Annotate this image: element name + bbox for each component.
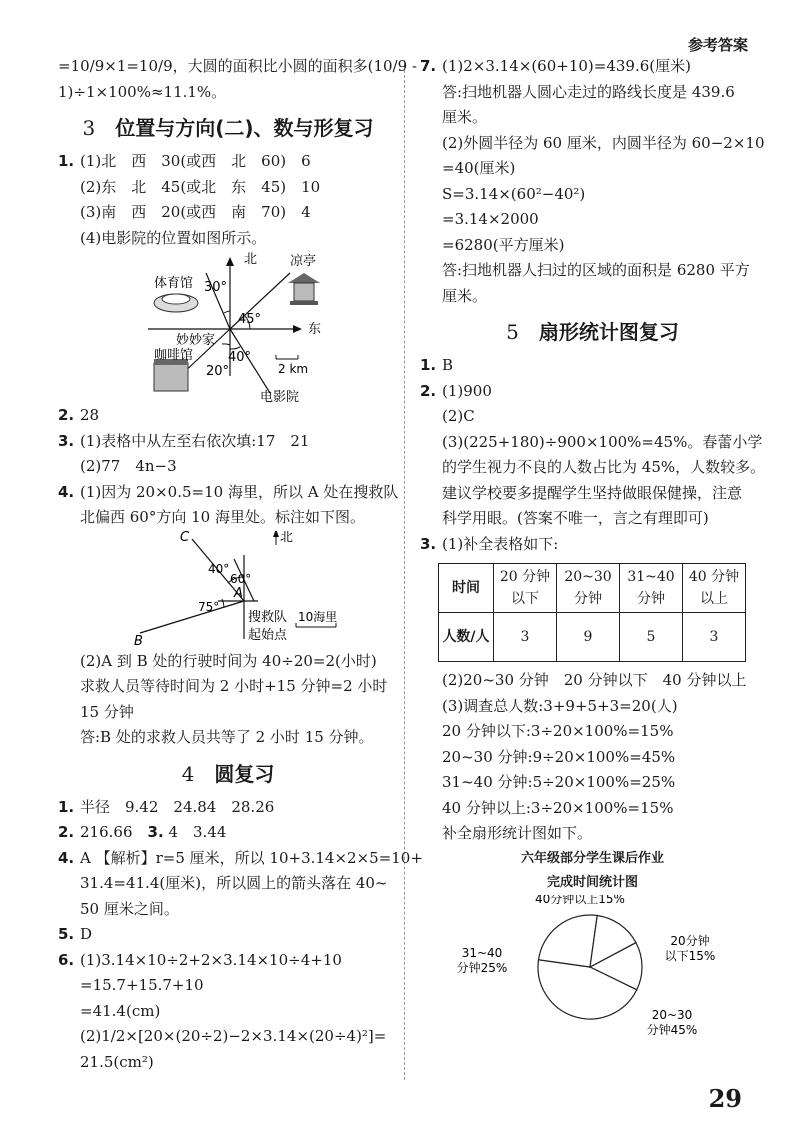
angle-40: 40° <box>208 561 230 576</box>
section-5-title: 5 扇形统计图复习 <box>506 320 679 344</box>
page-number: 29 <box>708 1084 742 1113</box>
scale-label: 2 km <box>278 362 309 376</box>
page-header: 参考答案 <box>687 36 748 54</box>
table-header-row <box>439 564 746 613</box>
table-cell: 5 <box>620 613 683 662</box>
scale-label: 10海里 <box>298 609 338 624</box>
north-label: 北 <box>280 530 294 545</box>
chart-subtitle: 完成时间统计图 <box>546 874 638 890</box>
time-table <box>438 563 746 662</box>
point-b: B <box>134 633 143 649</box>
left-column <box>58 54 423 1075</box>
pie-label: 40分钟以上15% <box>535 894 625 906</box>
point-c: C <box>180 530 190 545</box>
table-row <box>439 613 746 662</box>
question-3-answers: (2)20~30 分钟 20 分钟以下 40 分钟以上 (3)调查总人数:3+9+5+3=20(人) 20 分钟以下:3÷20×100%=15% 20~30 分钟:9÷20×100%=45% 31~40 分钟:5÷20×100%=25% 40 分钟以上:3÷20×100%=15% 补全扇形统计图如下。 <box>442 671 747 842</box>
gym-label: 体育馆 <box>154 276 194 291</box>
start-label: 起始点 <box>248 627 288 643</box>
point-a: A <box>234 585 243 601</box>
pie-label: 以下15% <box>664 948 716 963</box>
question-3: 3. (1)表格中从左至右依次填:17 21 (2)77 4n−3 <box>58 431 310 475</box>
direction-map <box>58 251 398 403</box>
table-row-label: 人数/人 <box>439 613 494 662</box>
east-label: 东 <box>308 322 322 337</box>
angle-75: 75° <box>198 599 220 614</box>
question-4: 4. (1)因为 20×0.5=10 海里，所以 A 处在搜救队 北偏西 60°方向 10 海里处。标注如下图。 <box>58 482 399 526</box>
section-3-title: 3 位置与方向(二)、数与形复习 <box>82 116 374 140</box>
pie-label: 20~30 <box>651 1007 693 1022</box>
right-column <box>420 54 765 1043</box>
cinema-label: 电影院 <box>260 390 300 403</box>
cafe-label: 咖啡馆 <box>154 348 194 363</box>
question-number: 1. <box>58 152 75 170</box>
table-cell: 9 <box>557 613 620 662</box>
intro-line: =10/9×1=10/9，大圆的面积比小圆的面积多(10/9 - <box>58 57 417 75</box>
table-header: 20 分钟以下 <box>494 564 557 613</box>
angle-45: 45° <box>238 312 262 327</box>
question-2: 2. 28 <box>58 406 100 424</box>
pie-questions: 1. B 2. (1)900 (2)C (3)(225+180)÷900×100%=45%。春蕾小学 的学生视力不良的人数占比为 45%，人数较多。 建议学校要多提醒学生坚持做眼保健操，注意 科学用眼。(答案不唯一，言之有理即可) 3. (1)补全表格如下: <box>420 356 766 553</box>
section-4-title: 4 圆复习 <box>181 761 275 786</box>
circle-q1: 1. 半径 9.42 24.84 28.26 2. 216.66 3. 4 3.44 4. A 【解析】r=5 厘米，所以 10+3.14×2×5=10+ 31.4=41.4(厘米)，所以圆上的箭头落在 40~ 50 厘米之间。 5. D 6. (1)3.14×10÷2+2×3.14×10÷4+10 =15.7+15.7+10 =41.4(cm) (2)1/2×[20×(20÷2)−2×3.14×(20÷4)²]= 21.5(cm²) <box>58 797 423 1071</box>
direction-map-figure <box>58 251 398 403</box>
table-header: 40 分钟以上 <box>683 564 746 613</box>
angle-20: 20° <box>206 364 230 379</box>
pavilion-label: 凉亭 <box>290 254 317 269</box>
intro-line: 1)÷1×100%≈11.1%。 <box>58 82 227 101</box>
angle-60: 60° <box>230 571 252 586</box>
table-cell: 3 <box>494 613 557 662</box>
angle-30: 30° <box>204 280 228 295</box>
home-label: 妙妙家 <box>176 333 216 348</box>
pie-label: 分钟45% <box>646 1022 698 1035</box>
team-label: 搜救队 <box>248 609 288 625</box>
column-divider <box>404 60 405 1080</box>
table-header: 20~30分钟 <box>557 564 620 613</box>
table-header: 31~40分钟 <box>620 564 683 613</box>
rescue-map <box>58 531 398 649</box>
chart-title: 六年级部分学生课后作业 <box>520 850 664 866</box>
pie-chart <box>420 895 760 1035</box>
pie-label: 31~40 <box>461 945 503 960</box>
table-cell: 3 <box>683 613 746 662</box>
question-4-part-2: (2)A 到 B 处的行驶时间为 40÷20=2(小时) 求救人员等待时间为 2 小时+15 分钟=2 小时 15 分钟 答:B 处的求救人员共等了 2 小时 15 分钟。 <box>80 651 388 746</box>
question-1: 1. (1)北 西 30(或西 北 60) 6 (2)东 北 45(或北 东 45) 10 (3)南 西 20(或西 南 70) 4 (4)电影院的位置如图所示。 <box>58 149 398 251</box>
angle-40: 40° <box>228 350 252 365</box>
pie-label: 20分钟 <box>670 933 710 948</box>
north-label: 北 <box>244 252 258 267</box>
table-header: 时间 <box>439 564 494 613</box>
pie-label: 分钟25% <box>456 960 508 975</box>
rescue-map-figure <box>58 531 398 649</box>
question-7: 7. (1)2×3.14×(60+10)=439.6(厘米) 答:扫地机器人圆心走过的路线长度是 439.6 厘米。 (2)外圆半径为 60 厘米，内圆半径为 60−2×10 =40(厘米) S=3.14×(60²−40²) =3.14×2000 =6280(平方厘米) 答:扫地机器人扫过的区域的面积是 6280 平方 厘米。 <box>420 57 765 305</box>
pie-slice <box>539 915 598 967</box>
